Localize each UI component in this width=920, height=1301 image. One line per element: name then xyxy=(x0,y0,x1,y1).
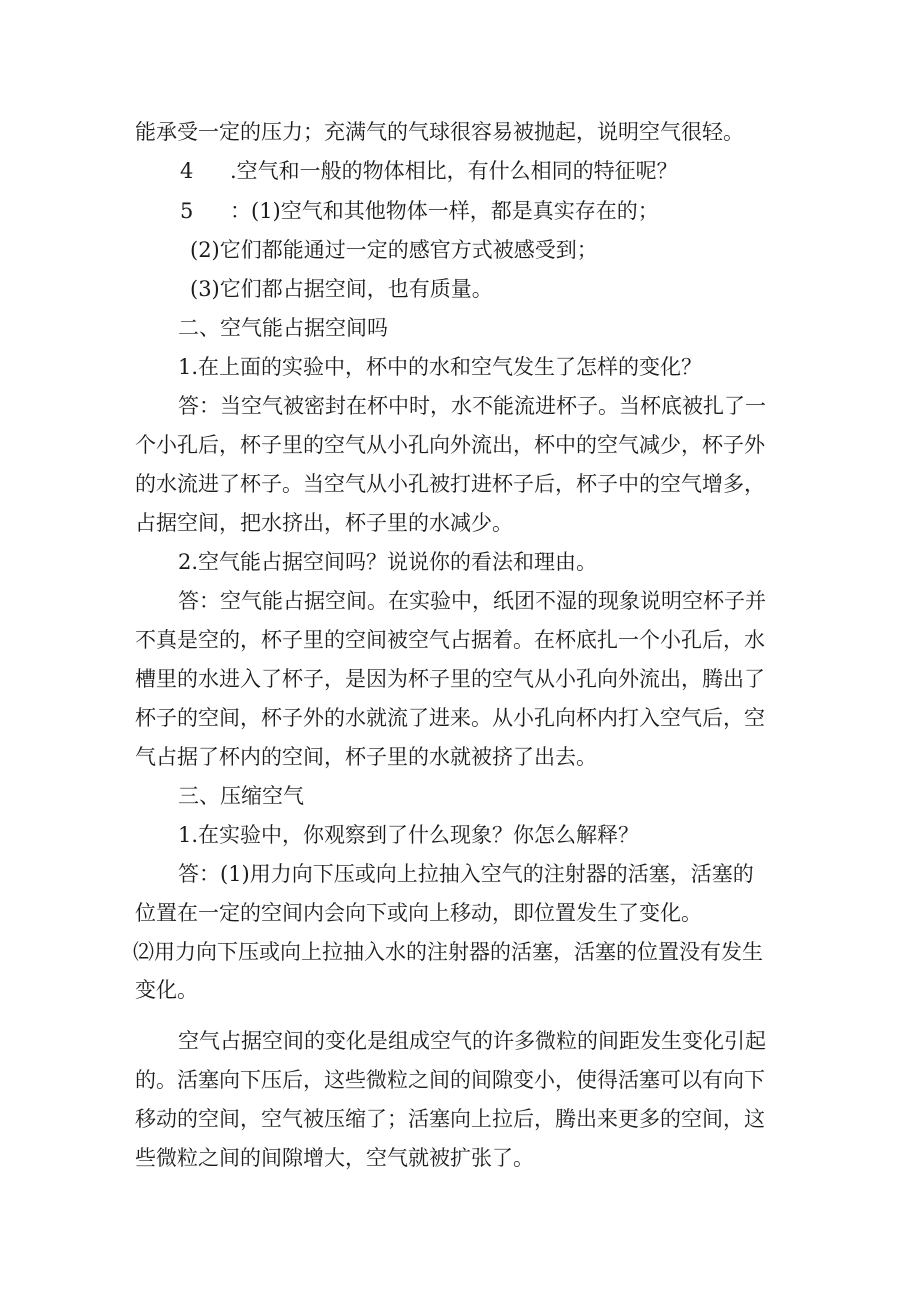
text-line: (3)它们都占据空间，也有质量。 xyxy=(190,277,493,301)
text-line: 气占据了杯内的空间，杯子里的水就被挤了出去。 xyxy=(135,745,597,769)
text-line: 移动的空间，空气被压缩了；活塞向上拉后，腾出来更多的空间，这 xyxy=(135,1107,765,1131)
text-line: 槽里的水进入了杯子，是因为杯子里的空气从小孔向外流出，腾出了 xyxy=(135,667,765,691)
text-line: 的水流进了杯子。当空气从小孔被打进杯子后，杯子中的空气增多， xyxy=(135,472,765,496)
text-line: ：(1)空气和其他物体一样，都是真实存在的； xyxy=(230,199,659,223)
text-line: .空气和一般的物体相比，有什么相同的特征呢？ xyxy=(230,159,678,183)
paragraph-line: 空气占据空间的变化是组成空气的许多微粒的间距发生变化引起 xyxy=(178,1029,766,1053)
question: 1.在上面的实验中，杯中的水和空气发生了怎样的变化？ xyxy=(178,355,703,379)
text-line: 不真是空的，杯子里的空间被空气占据着。在杯底扎一个小孔后，水 xyxy=(135,628,765,652)
answer-line: 答：当空气被密封在杯中时，水不能流进杯子。当杯底被扎了一 xyxy=(178,394,766,418)
section-heading: 二、空气能占据空间吗 xyxy=(178,316,388,340)
text-line: (2)它们都能通过一定的感官方式被感受到； xyxy=(190,238,598,262)
text-line: 变化。 xyxy=(135,978,198,1002)
text-line: 个小孔后，杯子里的空气从小孔向外流出，杯中的空气减少，杯子外 xyxy=(135,433,765,457)
text-line: 杯子的空间，杯子外的水就流了进来。从小孔向杯内打入空气后，空 xyxy=(135,706,765,730)
answer-line: 答：(1)用力向下压或向上拉抽入空气的注射器的活塞，活塞的 xyxy=(178,862,754,886)
text-line: 的。活塞向下压后，这些微粒之间的间隙变小，使得活塞可以有向下 xyxy=(135,1068,765,1092)
text-line: 位置在一定的空间内会向下或向上移动，即位置发生了变化。 xyxy=(135,901,702,925)
text-line: ⑵用力向下压或向上拉抽入水的注射器的活塞，活塞的位置没有发生 xyxy=(133,940,763,964)
answer-line: 答：空气能占据空间。在实验中，纸团不湿的现象说明空杯子并 xyxy=(178,589,766,613)
question: 1.在实验中，你观察到了什么现象？你怎么解释？ xyxy=(178,823,640,847)
section-heading: 三、压缩空气 xyxy=(178,784,304,808)
item-number: 4 xyxy=(180,159,194,183)
text-line: 占据空间，把水挤出，杯子里的水减少。 xyxy=(135,511,513,535)
question: 2.空气能占据空间吗？说说你的看法和理由。 xyxy=(178,550,598,574)
item-number: 5 xyxy=(180,199,194,223)
text-line: 些微粒之间的间隙增大，空气就被扩张了。 xyxy=(135,1146,534,1170)
text-line: 能承受一定的压力；充满气的气球很容易被抛起，说明空气很轻。 xyxy=(135,120,744,144)
